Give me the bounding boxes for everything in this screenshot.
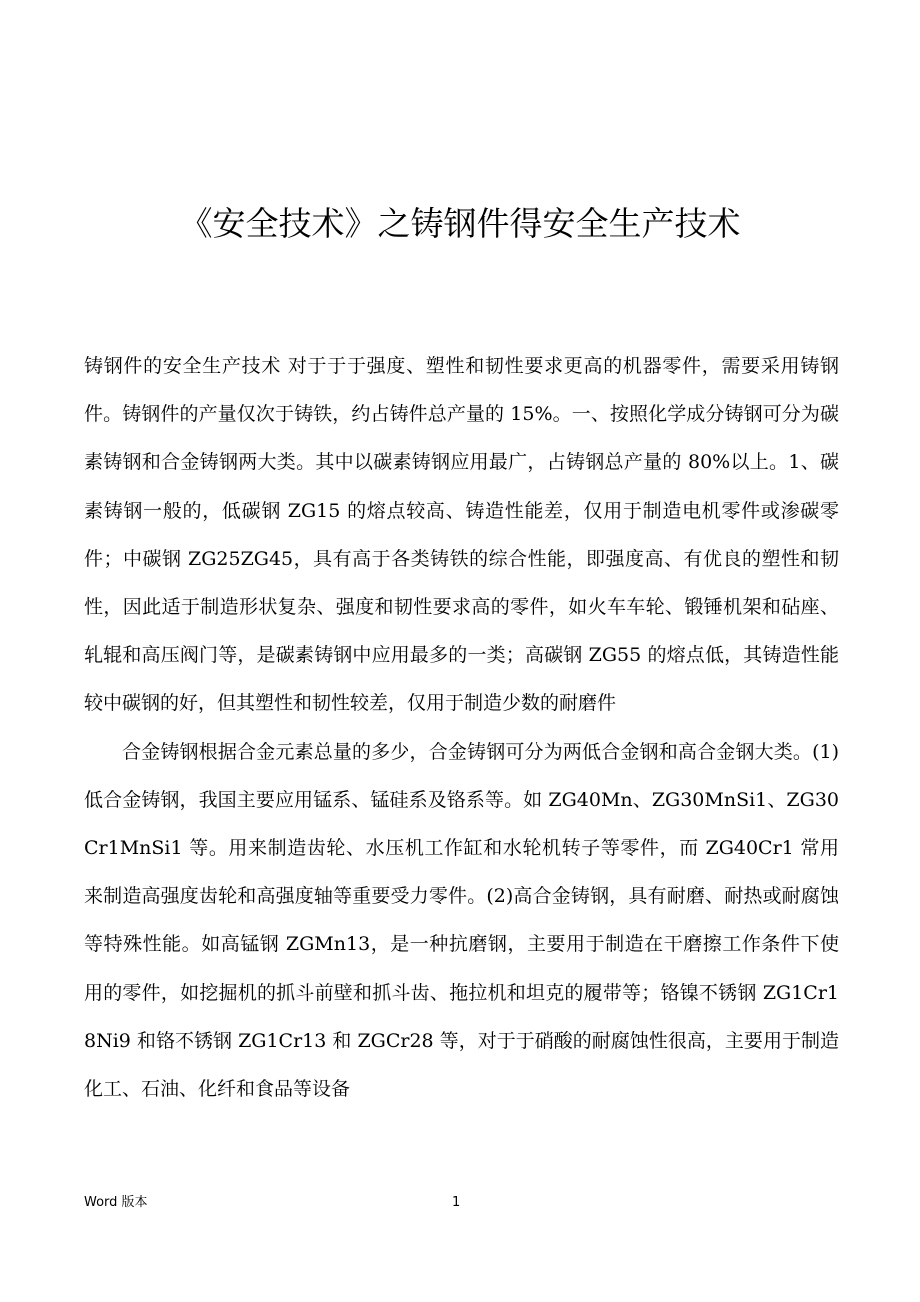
document-title: 《安全技术》之铸钢件得安全生产技术 (179, 204, 741, 243)
paragraph-intro: 铸钢件的安全生产技术 对于于于强度、塑性和韧性要求更高的机器零件，需要采用铸钢件。铸钢件的产量仅次于铸铁，约占铸件总产量的 15%。一、按照化学成分铸钢可分为碳素铸钢和合金铸钢两大类。其中以碳素铸钢应用最广，占铸钢总产量的 80%以上。1、碳素铸钢一般的，低碳钢 ZG15 的熔点较高、铸造性能差，仅用于制造电机零件或渗碳零件；中碳钢 ZG25ZG45，具有高于各类铸铁的综合性能，即强度高、有优良的塑性和韧性，因此适于制造形状复杂、强度和韧性要求高的零件，如火车车轮、锻锤机架和砧座、轧辊和高压阀门等，是碳素铸钢中应用最多的一类；高碳钢 ZG55 的熔点低，其铸造性能较中碳钢的好，但其塑性和韧性较差，仅用于制造少数的耐磨件 (84, 355, 839, 715)
document-body (84, 342, 839, 1113)
footer-label: Word 版本 (84, 1195, 148, 1210)
paragraph-alloy-steel: 合金铸钢根据合金元素总量的多少，合金铸钢可分为两低合金钢和高合金钢大类。(1)低合金铸钢，我国主要应用锰系、锰硅系及铬系等。如 ZG40Mn、ZG30MnSi1、ZG30Cr1MnSi1 等。用来制造齿轮、水压机工作缸和水轮机转子等零件，而 ZG40Cr1 常用来制造高强度齿轮和高强度轴等重要受力零件。(2)高合金铸钢，具有耐磨、耐热或耐腐蚀等特殊性能。如高锰钢 ZGMn13，是一种抗磨钢，主要用于制造在干磨擦工作条件下使用的零件，如挖掘机的抓斗前壁和抓斗齿、拖拉机和坦克的履带等；铬镍不锈钢 ZG1Cr18Ni9 和铬不锈钢 ZG1Cr13 和 ZGCr28 等，对于于硝酸的耐腐蚀性很高，主要用于制造化工、石油、化纤和食品等设备 (84, 740, 839, 1101)
page-number: 1 (452, 1195, 461, 1210)
